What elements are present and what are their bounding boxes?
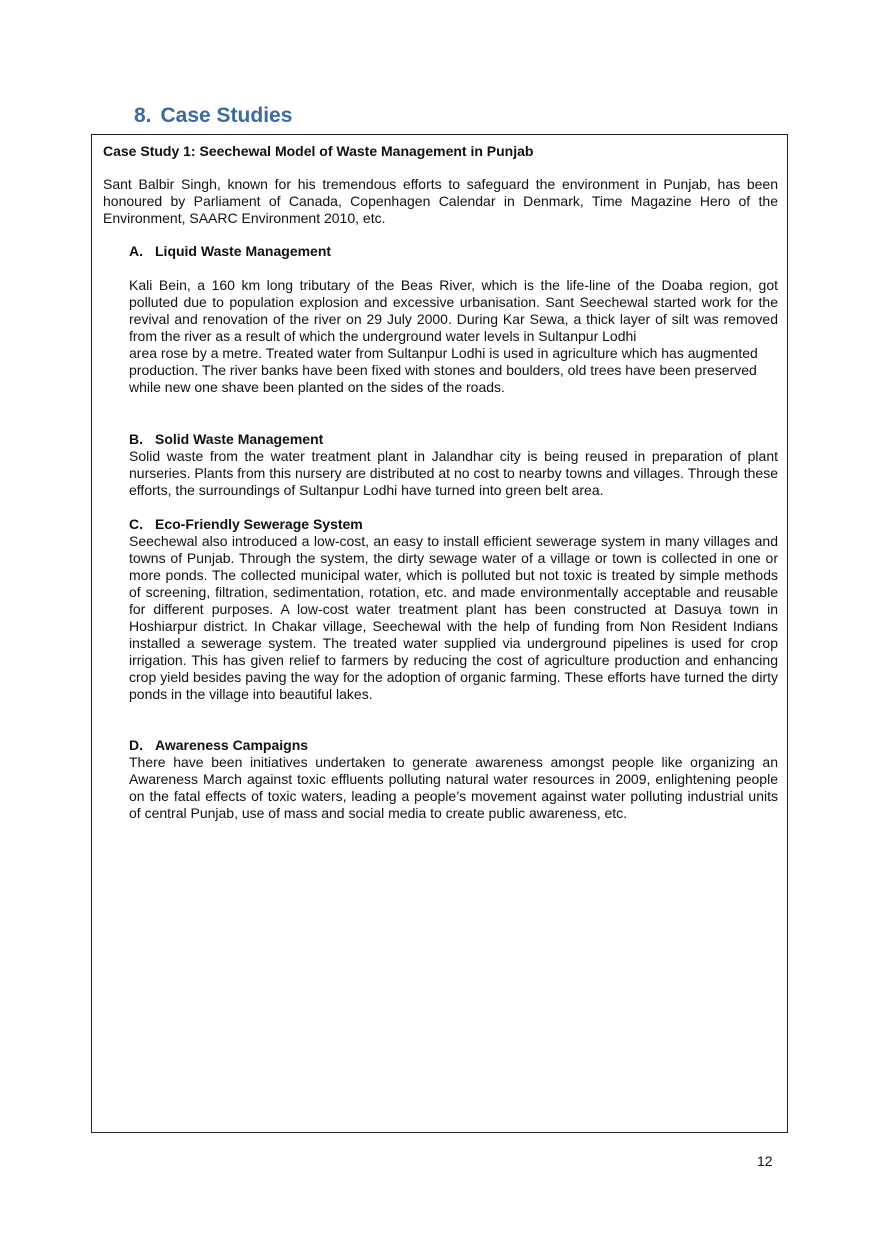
subsection-letter: A. [129, 243, 143, 259]
subsection-body: Seechewal also introduced a low-cost, an easy to install efficient sewerage system in many villages and towns of Punjab. Through the system, the dirty sewage water of a village or town is collected in one or more ponds. The collected municipal water, which is polluted but not toxic is treated by simple methods of screening, filtration, sedimentation, rotation, etc. and made environmentally acceptable and reusable for different purposes. A low-cost water treatment plant has been constructed at Dasuya town in Hoshiarpur district. In Chakar village, Seechewal with the help of funding from Non Resident Indians installed a sewerage system. The treated water supplied via underground pipelines is used for crop irrigation. This has given relief to farmers by reducing the cost of agriculture production and enhancing crop yield besides paving the way for the adoption of organic farming. These efforts have turned the dirty ponds in the village into beautiful lakes. [129, 533, 778, 702]
subsection-awareness [129, 737, 778, 822]
subsection-heading [129, 243, 778, 260]
subsection-title: Liquid Waste Management [155, 243, 332, 259]
subsection-heading [129, 431, 778, 448]
section-title: Case Studies [160, 104, 293, 127]
subsection-heading [129, 516, 778, 533]
subsection-solid-waste [129, 431, 778, 499]
case-study-title: Case Study 1: Seechewal Model of Waste Management in Punjab [103, 143, 534, 159]
page-number: 12 [757, 1153, 773, 1169]
section-number: 8. [134, 104, 152, 127]
subsection-letter: C. [129, 516, 143, 532]
subsection-title: Eco-Friendly Sewerage System [155, 516, 363, 532]
subsection-body [129, 277, 778, 396]
subsection-heading [129, 737, 778, 754]
subsection-body: There have been initiatives undertaken to generate awareness amongst people like organizing an Awareness March against toxic effluents polluting natural water resources in 2009, enlightening people on the fatal effects of toxic waters, leading a people’s movement against water polluting industrial units of central Punjab, use of mass and social media to create public awareness, etc. [129, 754, 778, 821]
subsection-body-part1: Kali Bein, a 160 km long tributary of the Beas River, which is the life-line of the Doaba region, got polluted due to population explosion and excessive urbanisation. Sant Seechewal started work for the revival and renovation of the river on 29 July 2000. During Kar Sewa, a thick layer of silt was removed from the river as a result of which the underground water levels in Sultanpur Lodhi [129, 277, 778, 344]
subsection-sewerage [129, 516, 778, 703]
section-heading [134, 104, 292, 128]
subsection-liquid-waste [129, 243, 778, 396]
case-study-box [91, 134, 788, 1133]
subsection-letter: D. [129, 737, 143, 753]
subsection-title: Awareness Campaigns [155, 737, 309, 753]
case-study-intro: Sant Balbir Singh, known for his tremendous efforts to safeguard the environment in Punjab, has been honoured by Parliament of Canada, Copenhagen Calendar in Denmark, Time Magazine Hero of the Environment, SAARC Environment 2010, etc. [103, 176, 778, 226]
subsection-letter: B. [129, 431, 143, 447]
subsection-title: Solid Waste Management [155, 431, 324, 447]
subsection-body: Solid waste from the water treatment plant in Jalandhar city is being reused in preparation of plant nurseries. Plants from this nursery are distributed at no cost to nearby towns and villages. Through these efforts, the surroundings of Sultanpur Lodhi have turned into green belt area. [129, 448, 778, 498]
subsection-body-part2: area rose by a metre. Treated water from Sultanpur Lodhi is used in agriculture which has augmented production. The river banks have been fixed with stones and boulders, old trees have been preserved while new one shave been planted on the sides of the roads. [129, 345, 758, 395]
